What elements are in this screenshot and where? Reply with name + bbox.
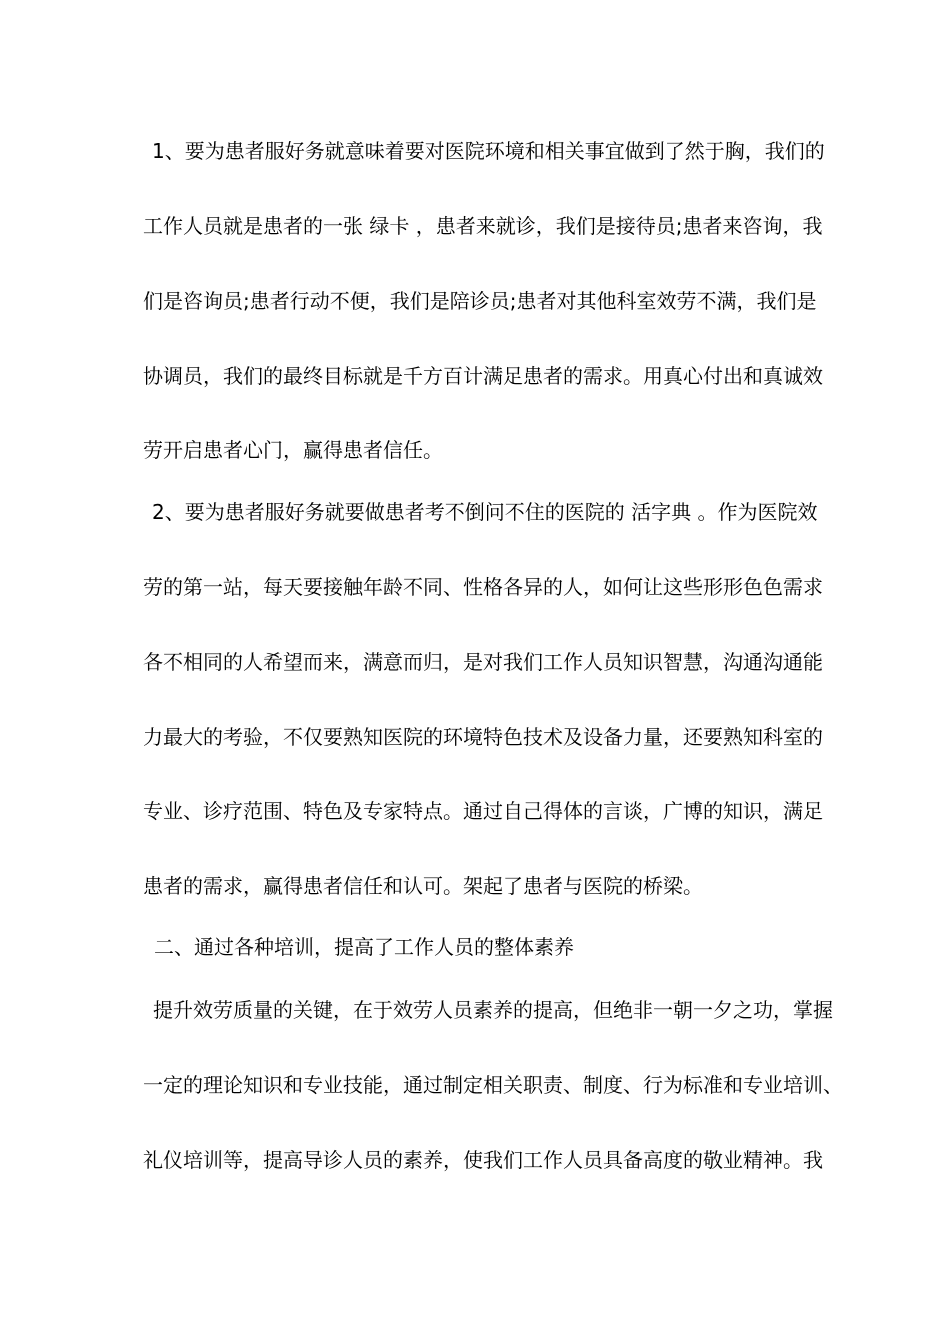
paragraph-3-line-1: 提升效劳质量的关键，在于效劳人员素养的提高，但绝非一朝一夕之功，掌握 bbox=[153, 998, 833, 1022]
paragraph-2-line-1: 2、要为患者服好务就要做患者考不倒问不住的医院的 活字典 。作为医院效 bbox=[152, 500, 818, 524]
paragraph-3-line-2: 一定的理论知识和专业技能，通过制定相关职责、制度、行为标准和专业培训、 bbox=[143, 1073, 843, 1097]
paragraph-2-line-6: 患者的需求，赢得患者信任和认可。架起了患者与医院的桥梁。 bbox=[143, 874, 703, 898]
paragraph-2-line-4: 力最大的考验，不仅要熟知医院的环境特色技术及设备力量，还要熟知科室的 bbox=[143, 725, 823, 749]
paragraph-2-line-5: 专业、诊疗范围、特色及专家特点。通过自己得体的言谈，广博的知识，满足 bbox=[143, 799, 823, 823]
paragraph-1-line-2: 工作人员就是患者的一张 绿卡 ，患者来就诊，我们是接待员;患者来咨询，我 bbox=[143, 214, 823, 238]
paragraph-1-line-5: 劳开启患者心门，赢得患者信任。 bbox=[143, 438, 443, 462]
paragraph-1-line-4: 协调员，我们的最终目标就是千方百计满足患者的需求。用真心付出和真诚效 bbox=[143, 364, 823, 388]
paragraph-1-line-3: 们是咨询员;患者行动不便，我们是陪诊员;患者对其他科室效劳不满，我们是 bbox=[143, 289, 817, 313]
paragraph-3-line-3: 礼仪培训等，提高导诊人员的素养，使我们工作人员具备高度的敬业精神。我 bbox=[143, 1148, 823, 1172]
paragraph-1-line-1: 1、要为患者服好务就意味着要对医院环境和相关事宜做到了然于胸，我们的 bbox=[152, 139, 825, 163]
paragraph-2-line-2: 劳的第一站，每天要接触年龄不同、性格各异的人，如何让这些形形色色需求 bbox=[143, 575, 823, 599]
paragraph-2-line-3: 各不相同的人希望而来，满意而归，是对我们工作人员知识智慧，沟通沟通能 bbox=[143, 650, 823, 674]
section-heading: 二、通过各种培训，提高了工作人员的整体素养 bbox=[154, 935, 574, 959]
